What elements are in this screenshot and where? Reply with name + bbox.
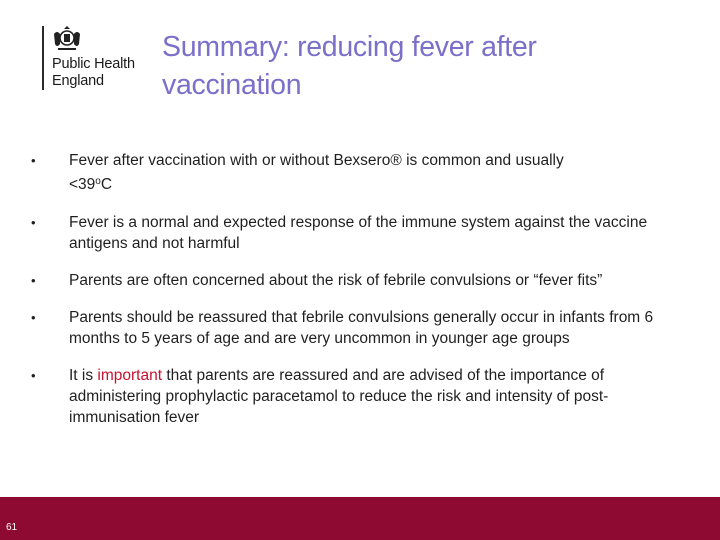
bullet-marker: • <box>31 215 36 230</box>
bullet-item <box>30 270 690 291</box>
degree-superscript: o <box>95 176 101 187</box>
bullet-list <box>30 150 690 428</box>
title-line-1: Summary: reducing fever after <box>162 31 537 63</box>
bullet-marker: • <box>31 310 36 325</box>
bullet-text: Fever is a normal and expected response of the immune system against the vaccine antigens and not harmful <box>69 214 648 252</box>
temperature-unit: C <box>100 176 113 193</box>
emphasized-word: important <box>97 367 163 384</box>
bullet-item <box>30 212 690 254</box>
bullet-marker: • <box>31 368 36 383</box>
slide-title <box>162 28 682 104</box>
bullet-item <box>30 307 690 349</box>
bullet-text: Fever after vaccination with or without Bexsero® is common and usually <box>69 152 564 169</box>
footer-bar <box>0 497 720 540</box>
bullet-text: Parents are often concerned about the risk of febrile convulsions or “fever fits” <box>69 272 603 289</box>
bullet-text-start: It is <box>69 367 98 384</box>
page-number: 61 <box>6 522 18 533</box>
bullet-item <box>30 150 690 195</box>
bullet-item <box>30 365 690 428</box>
bullet-text-end: that parents are reassured and are advised of the importance of administering prophylactic paracetamol to reduce the risk and intensity of post-immunisation fever <box>69 367 609 426</box>
title-line-2: vaccination <box>162 69 302 101</box>
logo-wordmark <box>52 56 135 90</box>
bullet-text: Parents should be reassured that febrile convulsions generally occur in infants from 6 months to 5 years of age and are very uncommon in younger age groups <box>69 309 654 347</box>
logo-divider <box>42 26 44 90</box>
logo-line-1: Public Health <box>52 56 135 72</box>
temperature-value: <39 <box>69 176 96 193</box>
phe-logo <box>42 22 152 94</box>
logo-line-2: England <box>52 73 104 89</box>
bullet-marker: • <box>31 273 36 288</box>
royal-crest-icon <box>52 24 82 52</box>
bullet-marker: • <box>31 153 36 168</box>
